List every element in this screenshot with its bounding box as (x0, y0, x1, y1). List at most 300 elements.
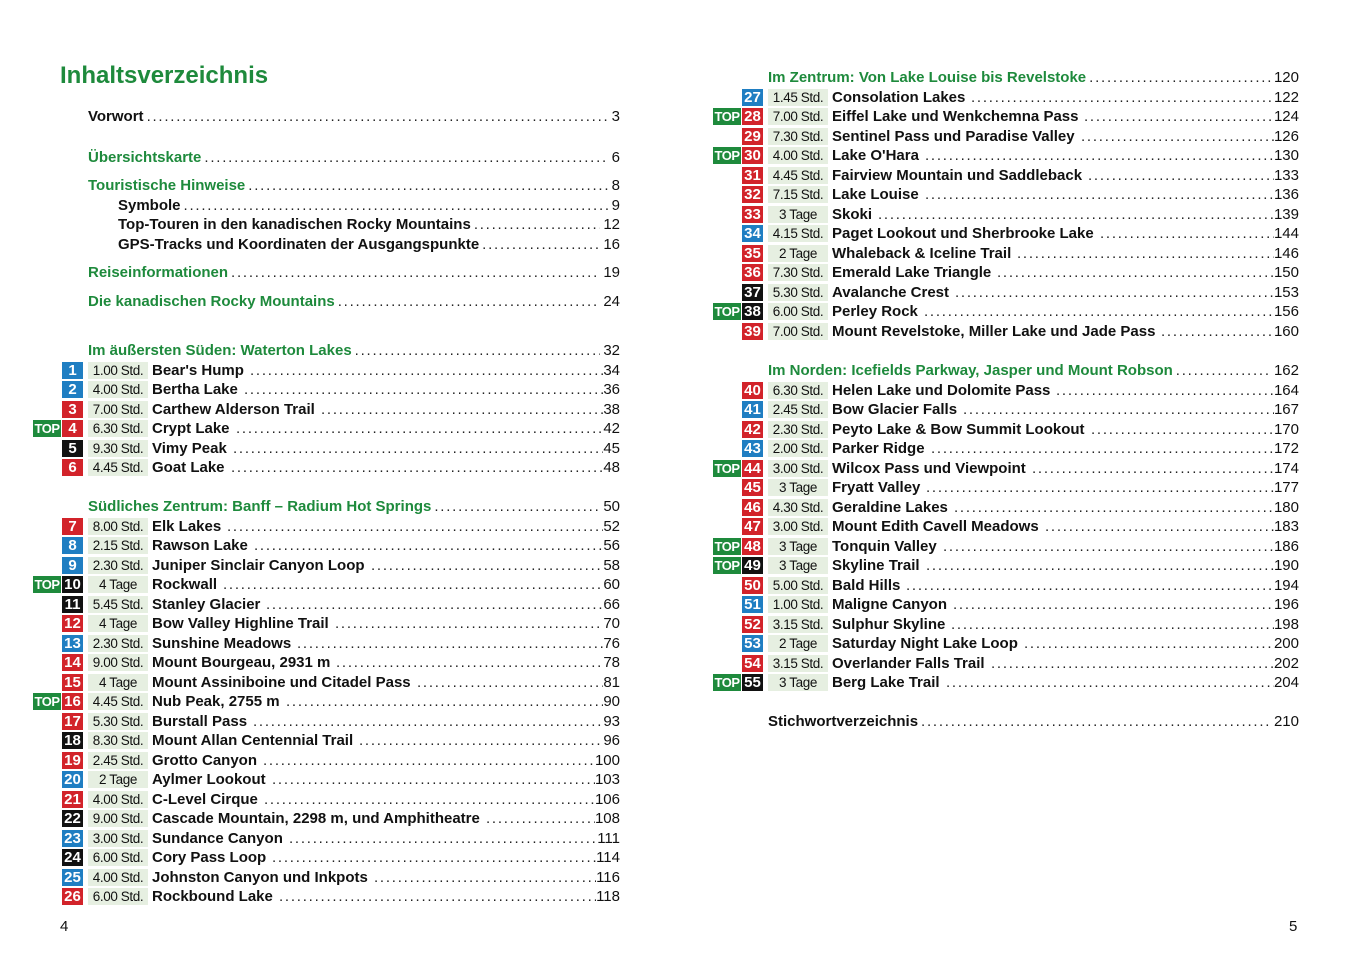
dot-leader (184, 196, 609, 216)
entry-page: 50 (603, 498, 620, 515)
tour-duration: 2 Tage (768, 245, 828, 262)
top-tour-badge: TOP (714, 148, 740, 163)
tour-number-badge: 33 (742, 206, 763, 223)
tour-name: Crypt Lake (152, 420, 230, 437)
toc-entry (88, 292, 620, 312)
tour-name: Mount Allan Centennial Trail (152, 732, 354, 749)
tour-entry (68, 400, 620, 420)
dot-leader (289, 829, 597, 849)
tour-number-badge: 21 (62, 791, 83, 808)
tour-duration: 2.30 Std. (88, 557, 148, 574)
tour-number-badge: 16 (62, 693, 83, 710)
tour-number-badge: 24 (62, 849, 83, 866)
tour-number-badge: 31 (742, 167, 763, 184)
top-tour-badge: TOP (714, 558, 740, 573)
tour-duration: 1.00 Std. (768, 596, 828, 613)
tour-number-badge: 18 (62, 732, 83, 749)
tour-entry (744, 615, 1299, 635)
tour-name: Whaleback & Iceline Trail (832, 244, 1012, 262)
tour-duration: 2.00 Std. (768, 440, 828, 457)
top-tour-badge: TOP (34, 421, 60, 436)
tour-duration: 4.00 Std. (88, 791, 148, 808)
dot-leader (1100, 224, 1274, 244)
tour-number-badge: 48 (742, 538, 763, 555)
tour-duration: 8.30 Std. (88, 732, 148, 749)
tour-page: 190 (1273, 557, 1299, 574)
tour-name: Mount Revelstoke, Miller Lake und Jade Pass (832, 322, 1156, 340)
entry-page: 16 (603, 235, 620, 253)
tour-name: Maligne Canyon (832, 596, 948, 613)
tour-duration: 3 Tage (768, 557, 828, 574)
tour-page: 111 (597, 829, 620, 847)
tour-entry (64, 829, 620, 849)
tour-number-badge: 38 (742, 303, 763, 320)
dot-leader (204, 148, 608, 168)
tour-page: 133 (1273, 166, 1299, 184)
dot-leader (482, 235, 600, 255)
tour-name: Sulphur Skyline (832, 615, 946, 633)
tour-page: 45 (603, 439, 620, 457)
dot-leader (1176, 361, 1271, 381)
tour-entry (68, 536, 620, 556)
dot-leader (335, 614, 603, 634)
tour-page: 139 (1273, 205, 1299, 223)
tour-name: Perley Rock (832, 303, 918, 320)
entry-page: 8 (611, 177, 620, 194)
dot-leader (971, 88, 1274, 108)
tour-entry (64, 887, 620, 907)
index-entry (768, 712, 1299, 732)
tour-duration: 2 Tage (88, 771, 148, 788)
dot-leader (336, 653, 603, 673)
tour-entry (34, 692, 620, 712)
dot-leader (1024, 634, 1274, 654)
dot-leader (286, 692, 603, 712)
top-tour-badge: TOP (714, 304, 740, 319)
tour-duration: 2.45 Std. (88, 752, 148, 769)
tour-entry (744, 478, 1299, 498)
tour-entry (68, 439, 620, 459)
tour-duration: 3.15 Std. (768, 616, 828, 633)
entry-title: Im äußersten Süden: Waterton Lakes (88, 342, 352, 359)
tour-name: Bear's Hump (152, 361, 244, 379)
tour-number-badge: 37 (742, 284, 763, 301)
tour-entry (64, 731, 620, 751)
toc-subentry (118, 235, 620, 255)
tour-duration: 5.30 Std. (88, 713, 148, 730)
tour-entry (64, 595, 620, 615)
tour-name: Bow Glacier Falls (832, 401, 958, 418)
dot-leader (924, 302, 1274, 322)
tour-page: 96 (603, 732, 620, 749)
top-tour-badge: TOP (714, 460, 740, 476)
tour-page: 70 (603, 615, 620, 632)
dot-leader (921, 712, 1271, 732)
tour-name: Aylmer Lookout (152, 771, 266, 788)
tour-page: 202 (1273, 654, 1299, 672)
tour-entry (744, 322, 1299, 342)
dot-leader (925, 185, 1274, 205)
dot-leader (931, 439, 1274, 459)
entry-page: 6 (611, 148, 620, 166)
dot-leader (223, 575, 603, 595)
tour-number-badge: 15 (62, 674, 83, 691)
dot-leader (263, 751, 595, 771)
entry-title: Die kanadischen Rocky Mountains (88, 292, 335, 310)
tour-name: C-Level Cirque (152, 790, 258, 808)
tour-name: Skyline Trail (832, 557, 920, 574)
tour-page: 52 (603, 517, 620, 535)
tour-entry (714, 146, 1299, 166)
tour-name: Mount Bourgeau, 2931 m (152, 654, 331, 671)
toc-entry (88, 148, 620, 168)
dot-leader (254, 536, 603, 556)
tour-name: Rockbound Lake (152, 888, 273, 905)
dot-leader (486, 809, 595, 829)
tour-entry (744, 439, 1299, 459)
tour-page: 196 (1273, 596, 1299, 613)
tour-entry (64, 634, 620, 654)
tour-page: 93 (603, 712, 620, 730)
tour-number-badge: 53 (742, 635, 763, 652)
tour-number-badge: 30 (742, 147, 763, 164)
tour-page: 146 (1273, 244, 1299, 262)
tour-number-badge: 25 (62, 869, 83, 886)
tour-duration: 8.00 Std. (88, 518, 148, 535)
tour-name: Mount Assiniboine und Citadel Pass (152, 673, 411, 691)
tour-number-badge: 42 (742, 421, 763, 438)
tour-duration: 4.45 Std. (88, 693, 148, 710)
tour-name: Emerald Lake Triangle (832, 264, 992, 281)
tour-name: Bertha Lake (152, 381, 238, 398)
tour-duration: 3.00 Std. (768, 518, 828, 535)
tour-duration: 7.00 Std. (768, 108, 828, 125)
tour-duration: 2.30 Std. (88, 635, 148, 652)
top-tour-badge: TOP (34, 694, 60, 709)
tour-duration: 4.30 Std. (768, 499, 828, 516)
tour-entry (64, 790, 620, 810)
tour-number-badge: 27 (742, 89, 763, 106)
tour-duration: 3.00 Std. (768, 460, 828, 477)
tour-duration: 2.45 Std. (768, 401, 828, 418)
dot-leader (1089, 68, 1271, 88)
dot-leader (1081, 127, 1274, 147)
dot-leader (946, 673, 1274, 693)
entry-title: Vorwort (88, 108, 144, 125)
entry-page: 12 (603, 216, 620, 233)
tour-number-badge: 45 (742, 479, 763, 496)
entry-page: 24 (603, 292, 620, 310)
dot-leader (297, 634, 603, 654)
tour-entry (744, 127, 1299, 147)
section-heading (768, 68, 1299, 88)
tour-page: 118 (596, 888, 620, 905)
tour-duration: 7.15 Std. (768, 186, 828, 203)
entry-page: 19 (603, 264, 620, 281)
tour-entry (64, 809, 620, 829)
entry-title: Im Norden: Icefields Parkway, Jasper und Mount Robson (768, 362, 1173, 379)
tour-name: Overlander Falls Trail (832, 654, 985, 672)
entry-title: Übersichtskarte (88, 148, 202, 166)
entry-title: GPS-Tracks und Koordinaten der Ausgangspunkte (118, 235, 480, 253)
entry-title: Südliches Zentrum: Banff – Radium Hot Springs (88, 498, 432, 515)
tour-page: 48 (603, 459, 620, 476)
tour-name: Cascade Mountain, 2298 m, und Amphitheatre (152, 810, 480, 827)
tour-name: Sunshine Meadows (152, 634, 292, 652)
tour-number-badge: 28 (742, 108, 763, 125)
tour-name: Eiffel Lake und Wenkchemna Pass (832, 108, 1079, 125)
tour-name: Rockwall (152, 576, 218, 593)
tour-entry (64, 712, 620, 732)
tour-duration: 4.00 Std. (88, 869, 148, 886)
tour-name: Peyto Lake & Bow Summit Lookout (832, 420, 1085, 438)
tour-entry (64, 770, 620, 790)
tour-number-badge: 20 (62, 771, 83, 788)
top-tour-badge: TOP (714, 109, 740, 124)
toc-subentry (118, 215, 620, 235)
tour-entry (68, 458, 620, 478)
tour-name: Stanley Glacier (152, 595, 261, 613)
dot-leader (250, 361, 603, 381)
tour-number-badge: 51 (742, 596, 763, 613)
entry-title: Symbole (118, 196, 181, 214)
section-heading (88, 497, 620, 517)
tour-number-badge: 8 (62, 537, 83, 554)
tour-entry (744, 634, 1299, 654)
tour-number-badge: 34 (742, 225, 763, 242)
tour-name: Cory Pass Loop (152, 849, 267, 866)
tour-entry (744, 381, 1299, 401)
tour-number-badge: 55 (742, 674, 763, 691)
dot-leader (434, 497, 600, 517)
page-number-right: 5 (1289, 918, 1298, 935)
tour-page: 183 (1273, 518, 1299, 535)
tour-entry (744, 185, 1299, 205)
dot-leader (359, 731, 603, 751)
tour-page: 114 (596, 849, 620, 866)
tour-duration: 2.30 Std. (768, 421, 828, 438)
tour-duration: 3.00 Std. (88, 830, 148, 847)
section-heading (768, 361, 1299, 381)
tour-entry (68, 556, 620, 576)
dot-leader (227, 517, 603, 537)
dot-leader (1084, 107, 1274, 127)
dot-leader (231, 458, 603, 478)
tour-name: Grotto Canyon (152, 751, 257, 769)
dot-leader (954, 498, 1274, 518)
tour-duration: 4.45 Std. (768, 167, 828, 184)
tour-page: 167 (1273, 401, 1299, 418)
dot-leader (371, 556, 603, 576)
entry-page: 210 (1273, 713, 1299, 730)
tour-entry (714, 302, 1299, 322)
dot-leader (1088, 166, 1274, 186)
tour-duration: 4.00 Std. (88, 381, 148, 398)
tour-entry (744, 498, 1299, 518)
tour-name: Fryatt Valley (832, 479, 921, 496)
tour-number-badge: 52 (742, 616, 763, 633)
tour-entry (34, 419, 620, 439)
tour-duration: 5.45 Std. (88, 596, 148, 613)
entry-page: 32 (603, 342, 620, 359)
entry-page: 9 (611, 196, 620, 214)
entry-title: Stichwortverzeichnis (768, 713, 919, 730)
dot-leader (953, 595, 1274, 615)
dot-leader (997, 263, 1274, 283)
tour-name: Paget Lookout und Sherbrooke Lake (832, 225, 1094, 242)
tour-page: 103 (594, 771, 620, 788)
tour-duration: 9.00 Std. (88, 810, 148, 827)
tour-duration: 7.00 Std. (88, 401, 148, 418)
tour-number-badge: 39 (742, 323, 763, 340)
tour-duration: 6.00 Std. (768, 303, 828, 320)
tour-entry (714, 459, 1299, 479)
tour-number-badge: 6 (62, 459, 83, 476)
entry-title: Top-Touren in den kanadischen Rocky Mountains (118, 216, 471, 233)
tour-page: 198 (1273, 615, 1299, 633)
tour-number-badge: 9 (62, 557, 83, 574)
top-tour-badge: TOP (714, 538, 740, 554)
tour-number-badge: 2 (62, 381, 83, 398)
tour-entry (744, 420, 1299, 440)
toc-entry (88, 176, 620, 196)
tour-page: 58 (603, 556, 620, 574)
dot-leader (244, 380, 603, 400)
dot-leader (147, 107, 609, 127)
dot-leader (279, 887, 596, 907)
tour-name: Rawson Lake (152, 537, 248, 554)
tour-name: Bow Valley Highline Trail (152, 615, 329, 632)
tour-entry (714, 537, 1299, 557)
dot-leader (951, 615, 1274, 635)
tour-entry (744, 517, 1299, 537)
tour-page: 136 (1273, 186, 1299, 203)
page-title: Inhaltsverzeichnis (60, 62, 269, 89)
tour-duration: 5.00 Std. (768, 577, 828, 594)
tour-page: 150 (1273, 264, 1299, 281)
tour-number-badge: 29 (742, 128, 763, 145)
tour-name: Johnston Canyon und Inkpots (152, 868, 368, 886)
tour-number-badge: 11 (62, 596, 83, 613)
tour-page: 180 (1273, 498, 1299, 516)
tour-name: Avalanche Crest (832, 283, 949, 301)
dot-leader (1032, 459, 1274, 479)
tour-page: 122 (1273, 88, 1299, 106)
tour-duration: 6.30 Std. (768, 382, 828, 399)
tour-duration: 6.00 Std. (88, 888, 148, 905)
tour-page: 76 (603, 634, 620, 652)
tour-duration: 2 Tage (768, 635, 828, 652)
tour-name: Helen Lake und Dolomite Pass (832, 381, 1051, 399)
toc-entry (88, 107, 620, 127)
tour-duration: 3 Tage (768, 674, 828, 691)
tour-entry (64, 751, 620, 771)
tour-number-badge: 54 (742, 655, 763, 672)
entry-title: Im Zentrum: Von Lake Louise bis Revelstoke (768, 69, 1087, 86)
tour-duration: 4.15 Std. (768, 225, 828, 242)
dot-leader (878, 205, 1274, 225)
entry-title: Touristische Hinweise (88, 177, 246, 194)
tour-name: Lake O'Hara (832, 147, 919, 164)
tour-name: Juniper Sinclair Canyon Loop (152, 556, 365, 574)
tour-page: 194 (1273, 576, 1299, 594)
tour-duration: 9.00 Std. (88, 654, 148, 671)
tour-name: Skoki (832, 205, 873, 223)
tour-duration: 3 Tage (768, 206, 828, 223)
tour-page: 186 (1273, 537, 1299, 555)
dot-leader (374, 868, 596, 888)
page-number-left: 4 (60, 918, 69, 935)
dot-leader (321, 400, 603, 420)
tour-entry (68, 380, 620, 400)
tour-name: Bald Hills (832, 576, 901, 594)
dot-leader (1056, 381, 1274, 401)
tour-entry (744, 654, 1299, 674)
dot-leader (926, 478, 1274, 498)
dot-leader (417, 673, 603, 693)
tour-page: 56 (603, 537, 620, 554)
tour-duration: 1.00 Std. (88, 362, 148, 379)
tour-page: 100 (594, 751, 620, 769)
tour-duration: 6.30 Std. (88, 420, 148, 437)
tour-name: Parker Ridge (832, 440, 925, 457)
tour-number-badge: 4 (62, 420, 83, 437)
dot-leader (1161, 322, 1274, 342)
tour-number-badge: 10 (62, 576, 83, 593)
tour-entry (744, 595, 1299, 615)
right-page (680, 0, 1359, 969)
tour-duration: 3 Tage (768, 538, 828, 555)
tour-page: 116 (596, 868, 620, 886)
dot-leader (943, 537, 1274, 557)
tour-page: 124 (1273, 108, 1299, 125)
dot-leader (926, 556, 1274, 576)
tour-number-badge: 14 (62, 654, 83, 671)
tour-name: Nub Peak, 2755 m (152, 693, 280, 710)
tour-number-badge: 44 (742, 460, 763, 477)
dot-leader (1091, 420, 1274, 440)
tour-entry (744, 263, 1299, 283)
tour-page: 200 (1273, 635, 1299, 652)
dot-leader (266, 595, 603, 615)
tour-number-badge: 19 (62, 752, 83, 769)
dot-leader (264, 790, 595, 810)
tour-number-badge: 50 (742, 577, 763, 594)
dot-leader (355, 341, 601, 361)
tour-number-badge: 7 (62, 518, 83, 535)
tour-page: 78 (603, 654, 620, 671)
tour-number-badge: 49 (742, 557, 763, 574)
dot-leader (248, 176, 608, 196)
tour-duration: 3 Tage (768, 479, 828, 496)
tour-name: Consolation Lakes (832, 88, 966, 106)
entry-page: 3 (611, 108, 620, 125)
tour-page: 172 (1273, 440, 1299, 457)
dot-leader (1017, 244, 1274, 264)
tour-page: 60 (603, 576, 620, 593)
dot-leader (253, 712, 603, 732)
entry-page: 162 (1273, 362, 1299, 379)
tour-entry (714, 673, 1299, 693)
tour-entry (68, 361, 620, 381)
tour-duration: 4 Tage (88, 674, 148, 691)
tour-page: 144 (1273, 225, 1299, 242)
tour-page: 164 (1273, 381, 1299, 399)
tour-name: Sentinel Pass und Paradise Valley (832, 127, 1075, 145)
dot-leader (1045, 517, 1274, 537)
top-tour-badge: TOP (34, 577, 60, 592)
dot-leader (963, 400, 1274, 420)
